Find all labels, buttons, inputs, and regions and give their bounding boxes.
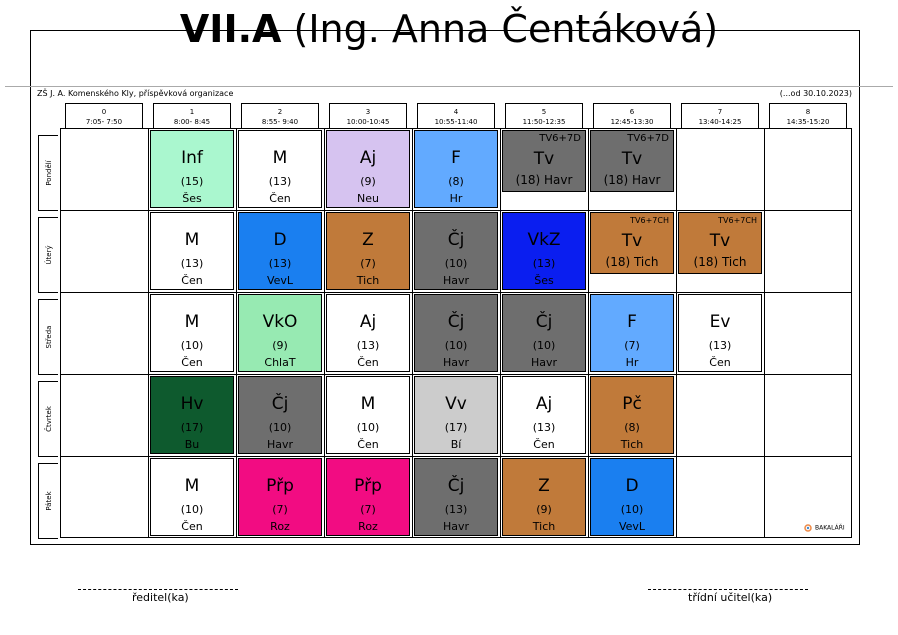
grid-row-line [60,292,852,293]
signature-line-right [648,589,808,590]
page-title [0,2,898,56]
lesson-cell [502,212,586,290]
class-name: VII.A [179,7,282,51]
lesson-subject: Aj [359,312,377,332]
lesson-group: TV6+7CH [718,216,757,225]
lesson-subject: Ev [709,312,731,332]
lesson-room: (13) [180,257,204,270]
lesson-subject: F [627,312,637,332]
lesson-subject: Tv [709,231,731,251]
lesson-cell [502,130,586,192]
lesson-teacher: Tich [532,520,556,533]
lesson-subject: Tv [533,149,555,169]
lesson-teacher: VevL [266,274,294,287]
day-label [38,381,58,457]
lesson-room: (13) [708,339,732,352]
lesson-subject: Tv [621,231,643,251]
lesson-teacher: Čen [709,356,731,369]
lesson-teacher: Čen [357,438,379,451]
grid-column-line [324,128,325,538]
lesson-room: (17) [444,421,468,434]
lesson-subject: VkZ [527,230,561,250]
period-time: 13:40-14:25 [698,118,742,126]
lesson-room-teacher: (18) Havr [603,173,661,187]
lesson-subject: Přp [266,476,294,496]
lesson-room: (10) [532,339,556,352]
lesson-teacher: Hr [625,356,639,369]
period-time: 10:55-11:40 [434,118,478,126]
lesson-cell [590,212,674,274]
lesson-cell [590,294,674,372]
lesson-room: (13) [268,257,292,270]
lesson-cell [414,294,498,372]
period-number: 2 [277,108,283,116]
period-time: 7:05- 7:50 [85,118,123,126]
lesson-teacher: Šes [534,274,554,287]
lesson-subject: Čj [447,230,465,250]
grid-column-line [676,128,677,538]
lesson-teacher: ChlaT [264,356,296,369]
lesson-teacher: Bí [450,438,462,451]
lesson-room: (10) [444,257,468,270]
bakalari-logo [804,524,845,533]
lesson-cell [150,458,234,536]
period-number: 4 [453,108,459,116]
grid-column-line [412,128,413,538]
lesson-teacher: Čen [181,274,203,287]
signature-label-director: ředitel(ka) [132,591,189,604]
lesson-subject: Z [362,230,374,250]
lesson-teacher: Čen [181,520,203,533]
day-name: Středa [44,325,53,349]
lesson-room-teacher: (18) Tich [693,255,747,269]
lesson-subject: D [273,230,287,250]
period-time: 8:55- 9:40 [261,118,299,126]
period-header [329,103,407,128]
grid-row-line [60,456,852,457]
period-header [505,103,583,128]
period-time: 8:00- 8:45 [173,118,211,126]
lesson-cell [150,294,234,372]
lesson-cell [502,458,586,536]
lesson-cell [590,458,674,536]
lesson-cell [326,212,410,290]
period-number: 3 [365,108,371,116]
grid-column-line [764,128,765,538]
lesson-subject: Čj [447,312,465,332]
period-header [241,103,319,128]
lesson-cell [326,376,410,454]
period-header [769,103,847,128]
lesson-teacher: Tich [620,438,644,451]
lesson-teacher: Bu [184,438,200,451]
lesson-subject: M [184,312,200,332]
lesson-subject: M [184,230,200,250]
grid-column-line [500,128,501,538]
lesson-cell [414,212,498,290]
lesson-teacher: VevL [618,520,646,533]
class-teacher: (Ing. Anna Čentáková) [281,7,719,51]
period-number: 6 [629,108,635,116]
lesson-subject: F [451,148,461,168]
lesson-subject: Aj [359,148,377,168]
lesson-cell [414,376,498,454]
lesson-cell [238,376,322,454]
lesson-room: (8) [624,421,640,434]
lesson-room-teacher: (18) Havr [515,173,573,187]
lesson-cell [150,130,234,208]
period-number: 1 [189,108,195,116]
period-time: 12:45-13:30 [610,118,654,126]
lesson-room: (10) [180,503,204,516]
lesson-cell [414,130,498,208]
lesson-room: (10) [444,339,468,352]
period-time: 14:35-15:20 [786,118,830,126]
bakalari-logo-icon [804,524,812,532]
lesson-subject: M [360,394,376,414]
lesson-subject: Tv [621,149,643,169]
lesson-cell [502,294,586,372]
day-label [38,463,58,539]
lesson-teacher: Roz [270,520,290,533]
lesson-cell [326,458,410,536]
lesson-cell [326,130,410,208]
logo-text: BAKALÁŘI [815,524,845,532]
lesson-room: (7) [272,503,288,516]
lesson-room-teacher: (18) Tich [605,255,659,269]
lesson-subject: M [184,476,200,496]
lesson-subject: Inf [181,148,203,168]
day-label [38,217,58,293]
lesson-cell [590,130,674,192]
school-name: ZŠ J. A. Komenského Kly, příspěvková organizace [37,89,234,98]
lesson-cell [150,212,234,290]
period-header [65,103,143,128]
lesson-teacher: Havr [442,356,470,369]
lesson-room: (9) [360,175,376,188]
lesson-cell [238,458,322,536]
grid-column-line [148,128,149,538]
lesson-group: TV6+7D [627,133,669,144]
period-number: 5 [541,108,547,116]
lesson-room: (13) [532,421,556,434]
lesson-teacher: Havr [266,438,294,451]
lesson-teacher: Čen [269,192,291,205]
day-name: Pátek [44,491,53,511]
grid-column-line [588,128,589,538]
day-label [38,135,58,211]
signature-line-left [78,589,238,590]
lesson-group: TV6+7CH [630,216,669,225]
title-divider [5,86,893,87]
period-number: 8 [805,108,811,116]
lesson-teacher: Roz [358,520,378,533]
lesson-teacher: Neu [357,192,379,205]
valid-from: (...od 30.10.2023) [779,89,852,98]
grid-row-line [60,374,852,375]
lesson-subject: Hv [180,394,204,414]
signature-label-class-teacher: třídní učitel(ka) [688,591,773,604]
lesson-teacher: Čen [181,356,203,369]
period-number: 7 [717,108,723,116]
period-number: 0 [101,108,107,116]
lesson-subject: M [272,148,288,168]
lesson-subject: Čj [271,394,289,414]
day-name: Čtvrtek [44,406,53,432]
period-header [593,103,671,128]
lesson-teacher: Čen [533,438,555,451]
lesson-room: (9) [536,503,552,516]
lesson-subject: Z [538,476,550,496]
lesson-group: TV6+7D [539,133,581,144]
lesson-room: (13) [356,339,380,352]
lesson-room: (7) [360,503,376,516]
lesson-teacher: Hr [449,192,463,205]
lesson-subject: Čj [535,312,553,332]
lesson-teacher: Havr [530,356,558,369]
lesson-room: (17) [180,421,204,434]
grid-row-line [60,210,852,211]
lesson-teacher: Tich [356,274,380,287]
lesson-room: (10) [268,421,292,434]
lesson-teacher: Šes [182,192,202,205]
day-label [38,299,58,375]
grid-column-line [236,128,237,538]
lesson-room: (10) [620,503,644,516]
lesson-subject: Přp [354,476,382,496]
period-header [681,103,759,128]
lesson-cell [238,130,322,208]
lesson-room: (13) [268,175,292,188]
lesson-room: (10) [356,421,380,434]
lesson-room: (8) [448,175,464,188]
day-name: Úterý [44,245,53,265]
day-name: Pondělí [44,160,53,186]
lesson-teacher: Havr [442,274,470,287]
lesson-subject: VkO [262,312,298,332]
lesson-cell [150,376,234,454]
lesson-subject: Pč [622,394,642,414]
lesson-cell [678,294,762,372]
lesson-teacher: Havr [442,520,470,533]
lesson-cell [238,212,322,290]
lesson-cell [326,294,410,372]
lesson-cell [590,376,674,454]
lesson-room: (9) [272,339,288,352]
lesson-subject: Čj [447,476,465,496]
lesson-cell [238,294,322,372]
lesson-room: (7) [624,339,640,352]
period-time: 10:00-10:45 [346,118,390,126]
lesson-room: (13) [444,503,468,516]
period-header [417,103,495,128]
period-time: 11:50-12:35 [522,118,566,126]
period-header [153,103,231,128]
lesson-room: (10) [180,339,204,352]
lesson-room: (15) [180,175,204,188]
lesson-subject: Aj [535,394,553,414]
lesson-teacher: Čen [357,356,379,369]
lesson-cell [502,376,586,454]
lesson-cell [414,458,498,536]
lesson-cell [678,212,762,274]
lesson-room: (7) [360,257,376,270]
lesson-room: (13) [532,257,556,270]
lesson-subject: D [625,476,639,496]
lesson-subject: Vv [445,394,467,414]
